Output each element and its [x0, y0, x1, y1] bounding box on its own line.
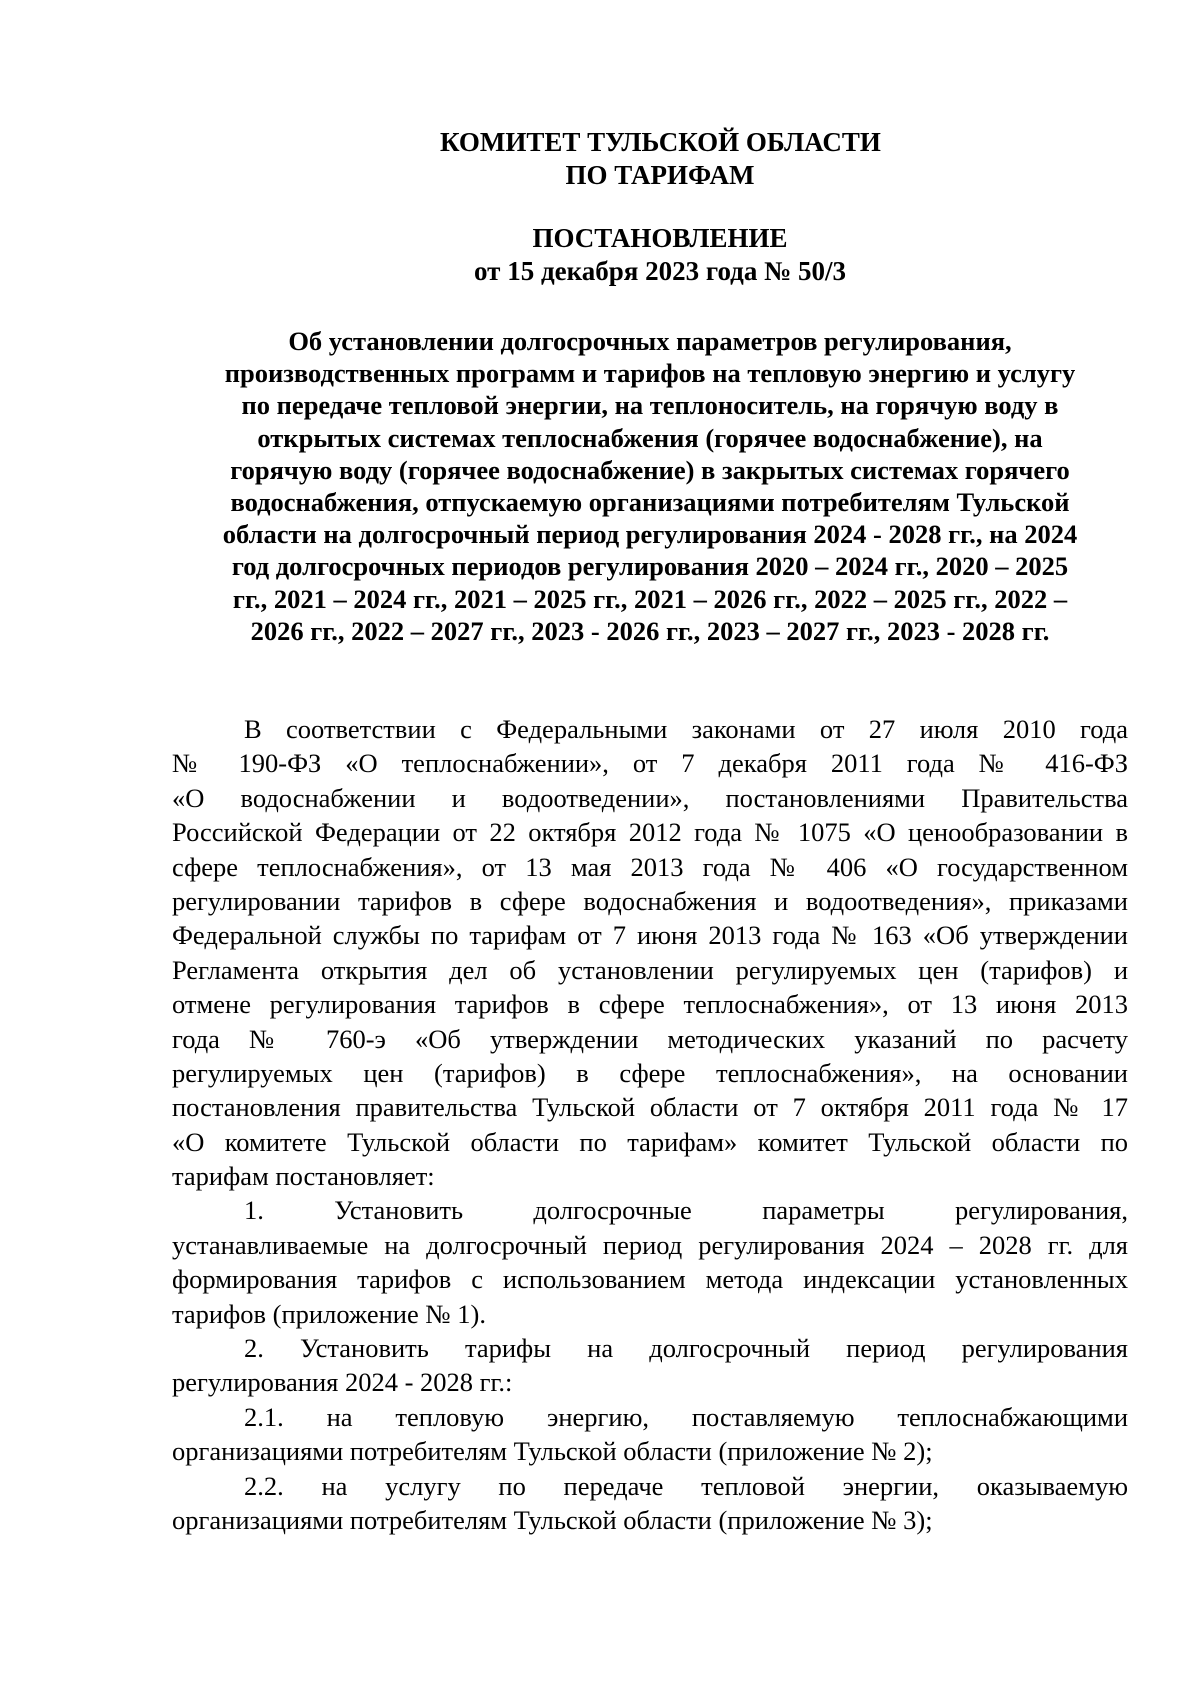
subject-line: год долгосрочных периодов регулирования 2020 – 2024 гг., 2020 – 2025	[231, 551, 1069, 582]
subject-line: 2026 гг., 2022 – 2027 гг., 2023 - 2026 гг., 2023 – 2027 гг., 2023 - 2028 гг.	[250, 615, 1050, 646]
document-date-number: от 15 декабря 2023 года № 50/3	[474, 256, 846, 286]
subject-line: Об установлении долгосрочных параметров регулирования,	[288, 326, 1012, 356]
authority-line-2: ПО ТАРИФАМ	[565, 160, 755, 190]
preamble-line: тарифам постановляет:	[172, 1161, 435, 1192]
subject-line: производственных программ и тарифов на тепловую энергию и услугу	[224, 358, 1076, 389]
item-1-paragraph	[172, 1193, 1128, 1331]
item-2-1-paragraph	[172, 1400, 1128, 1469]
subject-line: области на долгосрочный период регулирования 2024 - 2028 гг., на 2024	[222, 519, 1078, 550]
authority-line-1: КОМИТЕТ ТУЛЬСКОЙ ОБЛАСТИ	[440, 127, 881, 157]
document-body	[172, 712, 1128, 1537]
preamble-line: № 190-ФЗ «О теплоснабжении», от 7 декабря 2011 года № 416-ФЗ	[172, 748, 1128, 779]
document-subject	[172, 325, 1128, 647]
preamble-line: года № 760-э «Об утверждении методических указаний по расчету	[172, 1023, 1128, 1054]
subject-line: по передаче тепловой энергии, на теплоноситель, на горячую воду в	[241, 390, 1059, 421]
subject-line: водоснабжения, отпускаемую организациями потребителям Тульской	[230, 487, 1070, 518]
item-2-2-line: организациями потребителям Тульской области (приложение № 3);	[172, 1504, 933, 1535]
item-2-1-line: 2.1. на тепловую энергию, поставляемую теплоснабжающими	[244, 1401, 1128, 1432]
preamble-line: В соответствии с Федеральными законами от 27 июля 2010 года	[244, 714, 1128, 744]
subject-line: гг., 2021 – 2024 гг., 2021 – 2025 гг., 2021 – 2026 гг., 2022 – 2025 гг., 2022 –	[232, 583, 1068, 614]
document-type: ПОСТАНОВЛЕНИЕ	[532, 223, 788, 253]
item-1-line: 1. Установить долгосрочные параметры регулирования,	[244, 1195, 1128, 1226]
item-1-line: тарифов (приложение № 1).	[172, 1298, 486, 1329]
item-1-line: устанавливаемые на долгосрочный период регулирования 2024 – 2028 гг. для	[172, 1229, 1128, 1260]
preamble-line: сфере теплоснабжения», от 13 мая 2013 года № 406 «О государственном	[172, 851, 1128, 882]
preamble-line: Федеральной службы по тарифам от 7 июня 2013 года № 163 «Об утверждении	[172, 920, 1128, 951]
preamble-line: отмене регулирования тарифов в сфере теплоснабжения», от 13 июня 2013	[172, 989, 1128, 1020]
item-2-line: 2. Установить тарифы на долгосрочный период регулирования	[244, 1333, 1128, 1364]
item-2-line: регулирования 2024 - 2028 гг.:	[172, 1367, 513, 1398]
preamble-line: «О комитете Тульской области по тарифам» комитет Тульской области по	[172, 1126, 1128, 1157]
item-2-2-line: 2.2. на услугу по передаче тепловой энергии, оказываемую	[244, 1470, 1128, 1501]
preamble-line: «О водоснабжении и водоотведении», постановлениями Правительства	[172, 782, 1128, 813]
issuing-authority	[440, 126, 880, 192]
preamble-line: Регламента открытия дел об установлении регулируемых цен (тарифов) и	[172, 954, 1128, 985]
item-2-1-line: организациями потребителям Тульской области (приложение № 2);	[172, 1436, 933, 1467]
item-1-line: формирования тарифов с использованием метода индексации установленных	[172, 1264, 1128, 1295]
item-2-2-paragraph	[172, 1469, 1128, 1538]
preamble-paragraph	[172, 712, 1128, 1193]
document-heading	[340, 222, 980, 288]
item-2-paragraph	[172, 1331, 1128, 1400]
preamble-line: регулировании тарифов в сфере водоснабжения и водоотведения», приказами	[172, 885, 1128, 916]
subject-line: горячую воду (горячее водоснабжение) в закрытых системах горячего	[230, 454, 1070, 485]
subject-line: открытых системах теплоснабжения (горячее водоснабжение), на	[257, 422, 1043, 453]
preamble-line: постановления правительства Тульской области от 7 октября 2011 года № 17	[172, 1092, 1128, 1123]
preamble-line: Российской Федерации от 22 октября 2012 года № 1075 «О ценообразовании в	[172, 817, 1128, 848]
preamble-line: регулируемых цен (тарифов) в сфере теплоснабжения», на основании	[172, 1057, 1128, 1088]
